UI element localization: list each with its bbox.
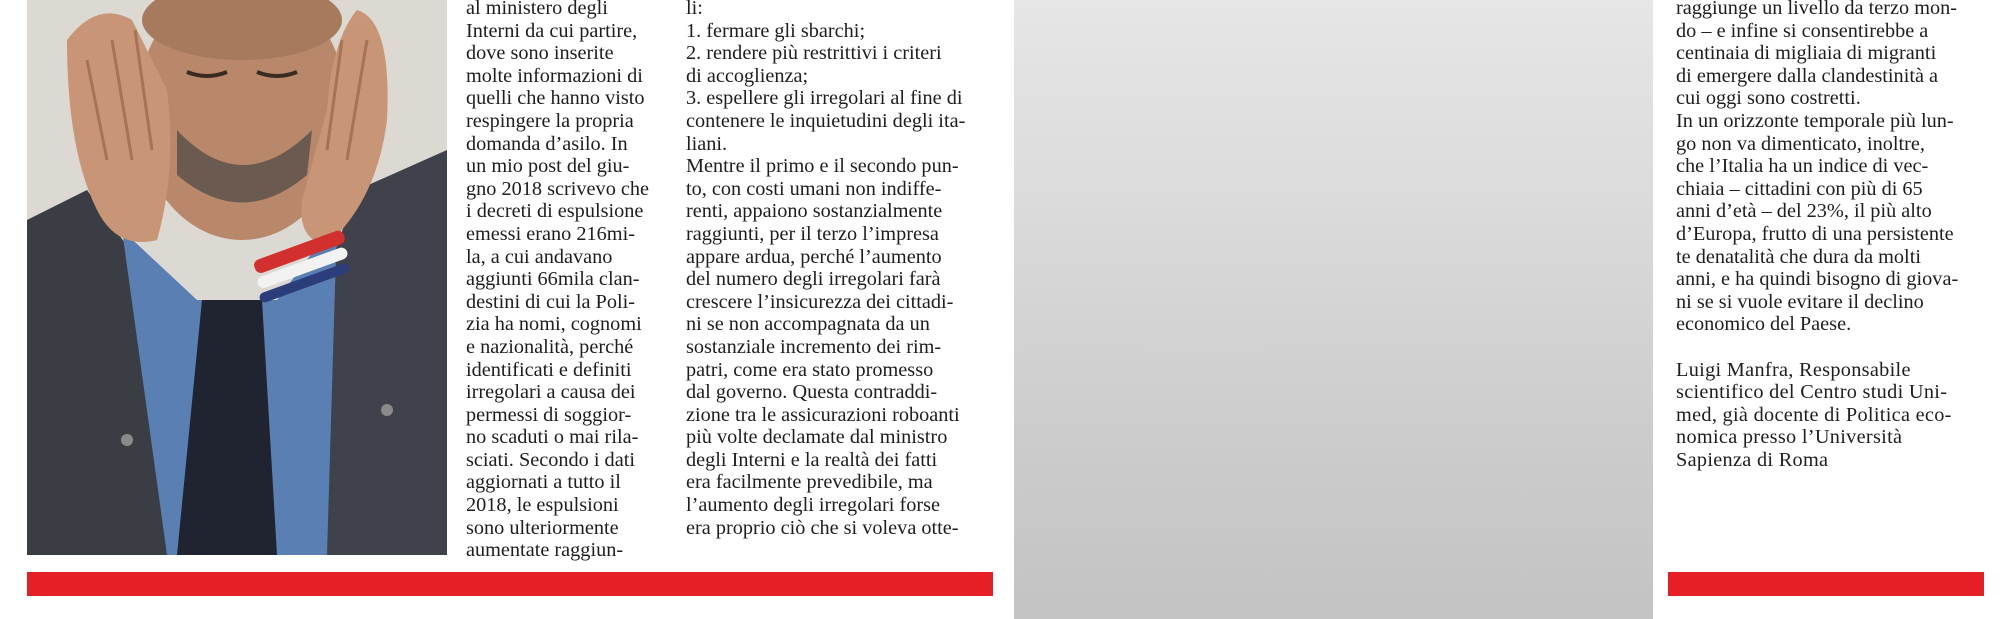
text-line: anni, e ha quindi bisogno di giova- [1676,268,1959,291]
text-line: patri, come era stato promesso [686,358,934,381]
text-line: degli Interni e la realtà dei fatti [686,448,938,471]
text-line: i decreti di espulsione [466,200,644,223]
text-line: aggiunti 66mila clan- [466,268,640,291]
signature-line: scientifico del Centro studi Uni- [1676,381,1948,404]
text-line: zione tra le assicurazioni roboanti [686,403,960,426]
text-line: contenere le inquietudini degli ita- [686,109,966,132]
man-portrait-image [27,0,447,555]
text-line: aggiornati a tutto il [466,471,621,494]
text-line: to, con costi umani non indiffe- [686,177,942,200]
text-line: no scaduti o mai rila- [466,426,639,449]
text-line: e nazionalità, perché [466,335,634,358]
text-line: Mentre il primo e il secondo pun- [686,155,959,178]
signature-line: med, già docente di Politica eco- [1676,403,1952,426]
text-line: anni d’età – del 23%, il più alto [1676,200,1932,223]
article-column-3 [1676,0,1987,471]
article-column-2 [686,0,994,539]
red-rule-right [1668,572,1984,596]
text-line: più volte declamate dal ministro [686,426,948,449]
signature-line: Sapienza di Roma [1676,448,1829,471]
grey-ad-panel [1014,0,1653,619]
text-line: dal governo. Questa contraddi- [686,381,938,404]
text-line: del numero degli irregolari farà [686,268,941,291]
text-line: sono ulteriormente [466,516,619,539]
text-line: permessi di soggior- [466,403,632,426]
text-line: Interni da cui partire, [466,19,638,42]
text-line: di emergere dalla clandestinità a [1676,64,1939,87]
text-line: al ministero degli [466,0,608,19]
text-line: In un orizzonte temporale più lun- [1676,109,1954,132]
text-line: 3. espellere gli irregolari al fine di [686,87,963,110]
text-line: aumentate raggiun- [466,539,624,562]
text-line: 2. rendere più restrittivi i criteri [686,42,942,65]
text-line: 2018, le espulsioni [466,494,619,517]
text-line: 1. fermare gli sbarchi; [686,19,866,42]
text-line: era proprio ciò che si voleva otte- [686,516,959,539]
text-line: sostanziale incremento dei rim- [686,335,942,358]
text-line: liani. [686,132,728,155]
text-line: ni se si vuole evitare il declino [1676,290,1924,313]
text-line: d’Europa, frutto di una persistente [1676,222,1954,245]
signature-line: nomica presso l’Università [1676,426,1903,449]
text-line: do – e infine si consentirebbe a [1676,19,1929,42]
text-line: quelli che hanno visto [466,87,645,110]
text-line: gno 2018 scrivevo che [466,177,650,200]
text-line: raggiunti, per il terzo l’impresa [686,222,939,245]
text-line: un mio post del giu- [466,155,630,178]
article-photo [27,0,447,555]
author-signature [1676,359,1987,472]
article-column-1 [466,0,666,562]
text-line: appare ardua, perché l’aumento [686,245,942,268]
text-line: go non va dimenticato, inoltre, [1676,132,1925,155]
text-line: molte informazioni di [466,64,643,87]
text-line: cui oggi sono costretti. [1676,87,1861,110]
text-line: raggiunge un livello da terzo mon- [1676,0,1958,19]
text-line: sciati. Secondo i dati [466,448,635,471]
text-line: centinaia di migliaia di migranti [1676,42,1937,65]
text-line: identificati e definiti [466,358,632,381]
text-line: di accoglienza; [686,64,809,87]
text-line: respingere la propria [466,109,634,132]
text-line: l’aumento degli irregolari forse [686,494,940,517]
text-line: che l’Italia ha un indice di vec- [1676,155,1929,178]
text-line: li: [686,0,703,19]
text-line: chiaia – cittadini con più di 65 [1676,177,1923,200]
text-line: te denatalità che dura da molti [1676,245,1921,268]
text-line: era facilmente prevedibile, ma [686,471,933,494]
text-line: domanda d’asilo. In [466,132,628,155]
text-line: crescere l’insicurezza dei cittadi- [686,290,954,313]
text-line: ni se non accompagnata da un [686,313,930,336]
text-line: zia ha nomi, cognomi [466,313,642,336]
red-rule-left [27,572,993,596]
text-line: renti, appaiono sostanzialmente [686,200,943,223]
text-line: economico del Paese. [1676,313,1852,336]
text-line: emessi erano 216mi- [466,222,635,245]
text-line: irregolari a causa dei [466,381,636,404]
text-line: destini di cui la Poli- [466,290,635,313]
text-line: dove sono inserite [466,42,614,65]
signature-line: Luigi Manfra, Responsabile [1676,358,1911,381]
text-line: la, a cui andavano [466,245,613,268]
